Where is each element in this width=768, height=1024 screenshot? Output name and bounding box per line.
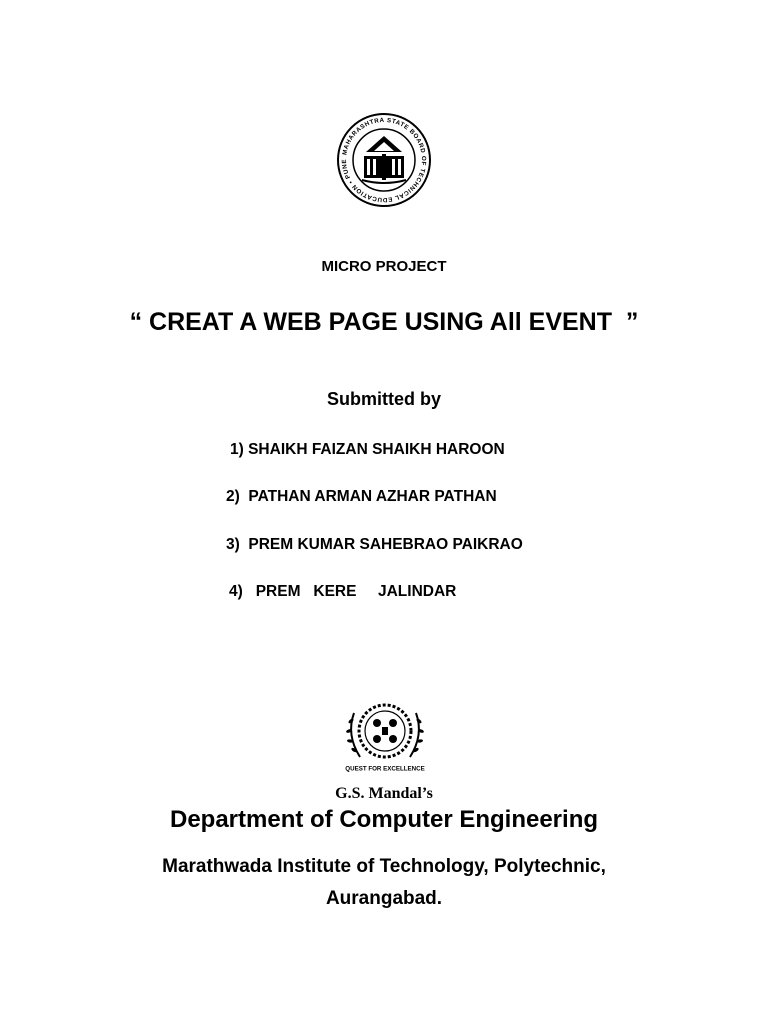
- institute-city: Aurangabad.: [325, 888, 443, 909]
- mandal-motto: QUEST FOR EXCELLENCE: [345, 765, 425, 773]
- seal-ring-text: MAHARASHTRA STATE BOARD OF TECHNICAL EDUCATION • PUNE: [340, 116, 428, 204]
- department-name: Department of Computer Engineering: [169, 806, 599, 833]
- board-of-technical-education-seal-icon: [336, 112, 432, 208]
- project-type-label: MICRO PROJECT: [321, 258, 447, 275]
- submitted-by-heading: Submitted by: [326, 389, 441, 409]
- board-seal-logo: [336, 112, 432, 208]
- institute-name: Marathwada Institute of Technology, Polytechnic,: [162, 856, 606, 877]
- gs-mandal-emblem-icon: [340, 695, 430, 777]
- mandal-name: G.S. Mandal’s: [335, 785, 433, 802]
- member-item: 2) PATHAN ARMAN AZHAR PATHAN: [226, 488, 497, 505]
- member-item: 1) SHAIKH FAIZAN SHAIKH HAROON: [230, 441, 505, 458]
- member-item: 4) PREM KERE JALINDAR: [229, 583, 457, 600]
- project-title: “ CREAT A WEB PAGE USING All EVENT ”: [129, 308, 639, 336]
- member-item: 3) PREM KUMAR SAHEBRAO PAIKRAO: [226, 536, 523, 553]
- gs-mandal-logo: [340, 695, 430, 777]
